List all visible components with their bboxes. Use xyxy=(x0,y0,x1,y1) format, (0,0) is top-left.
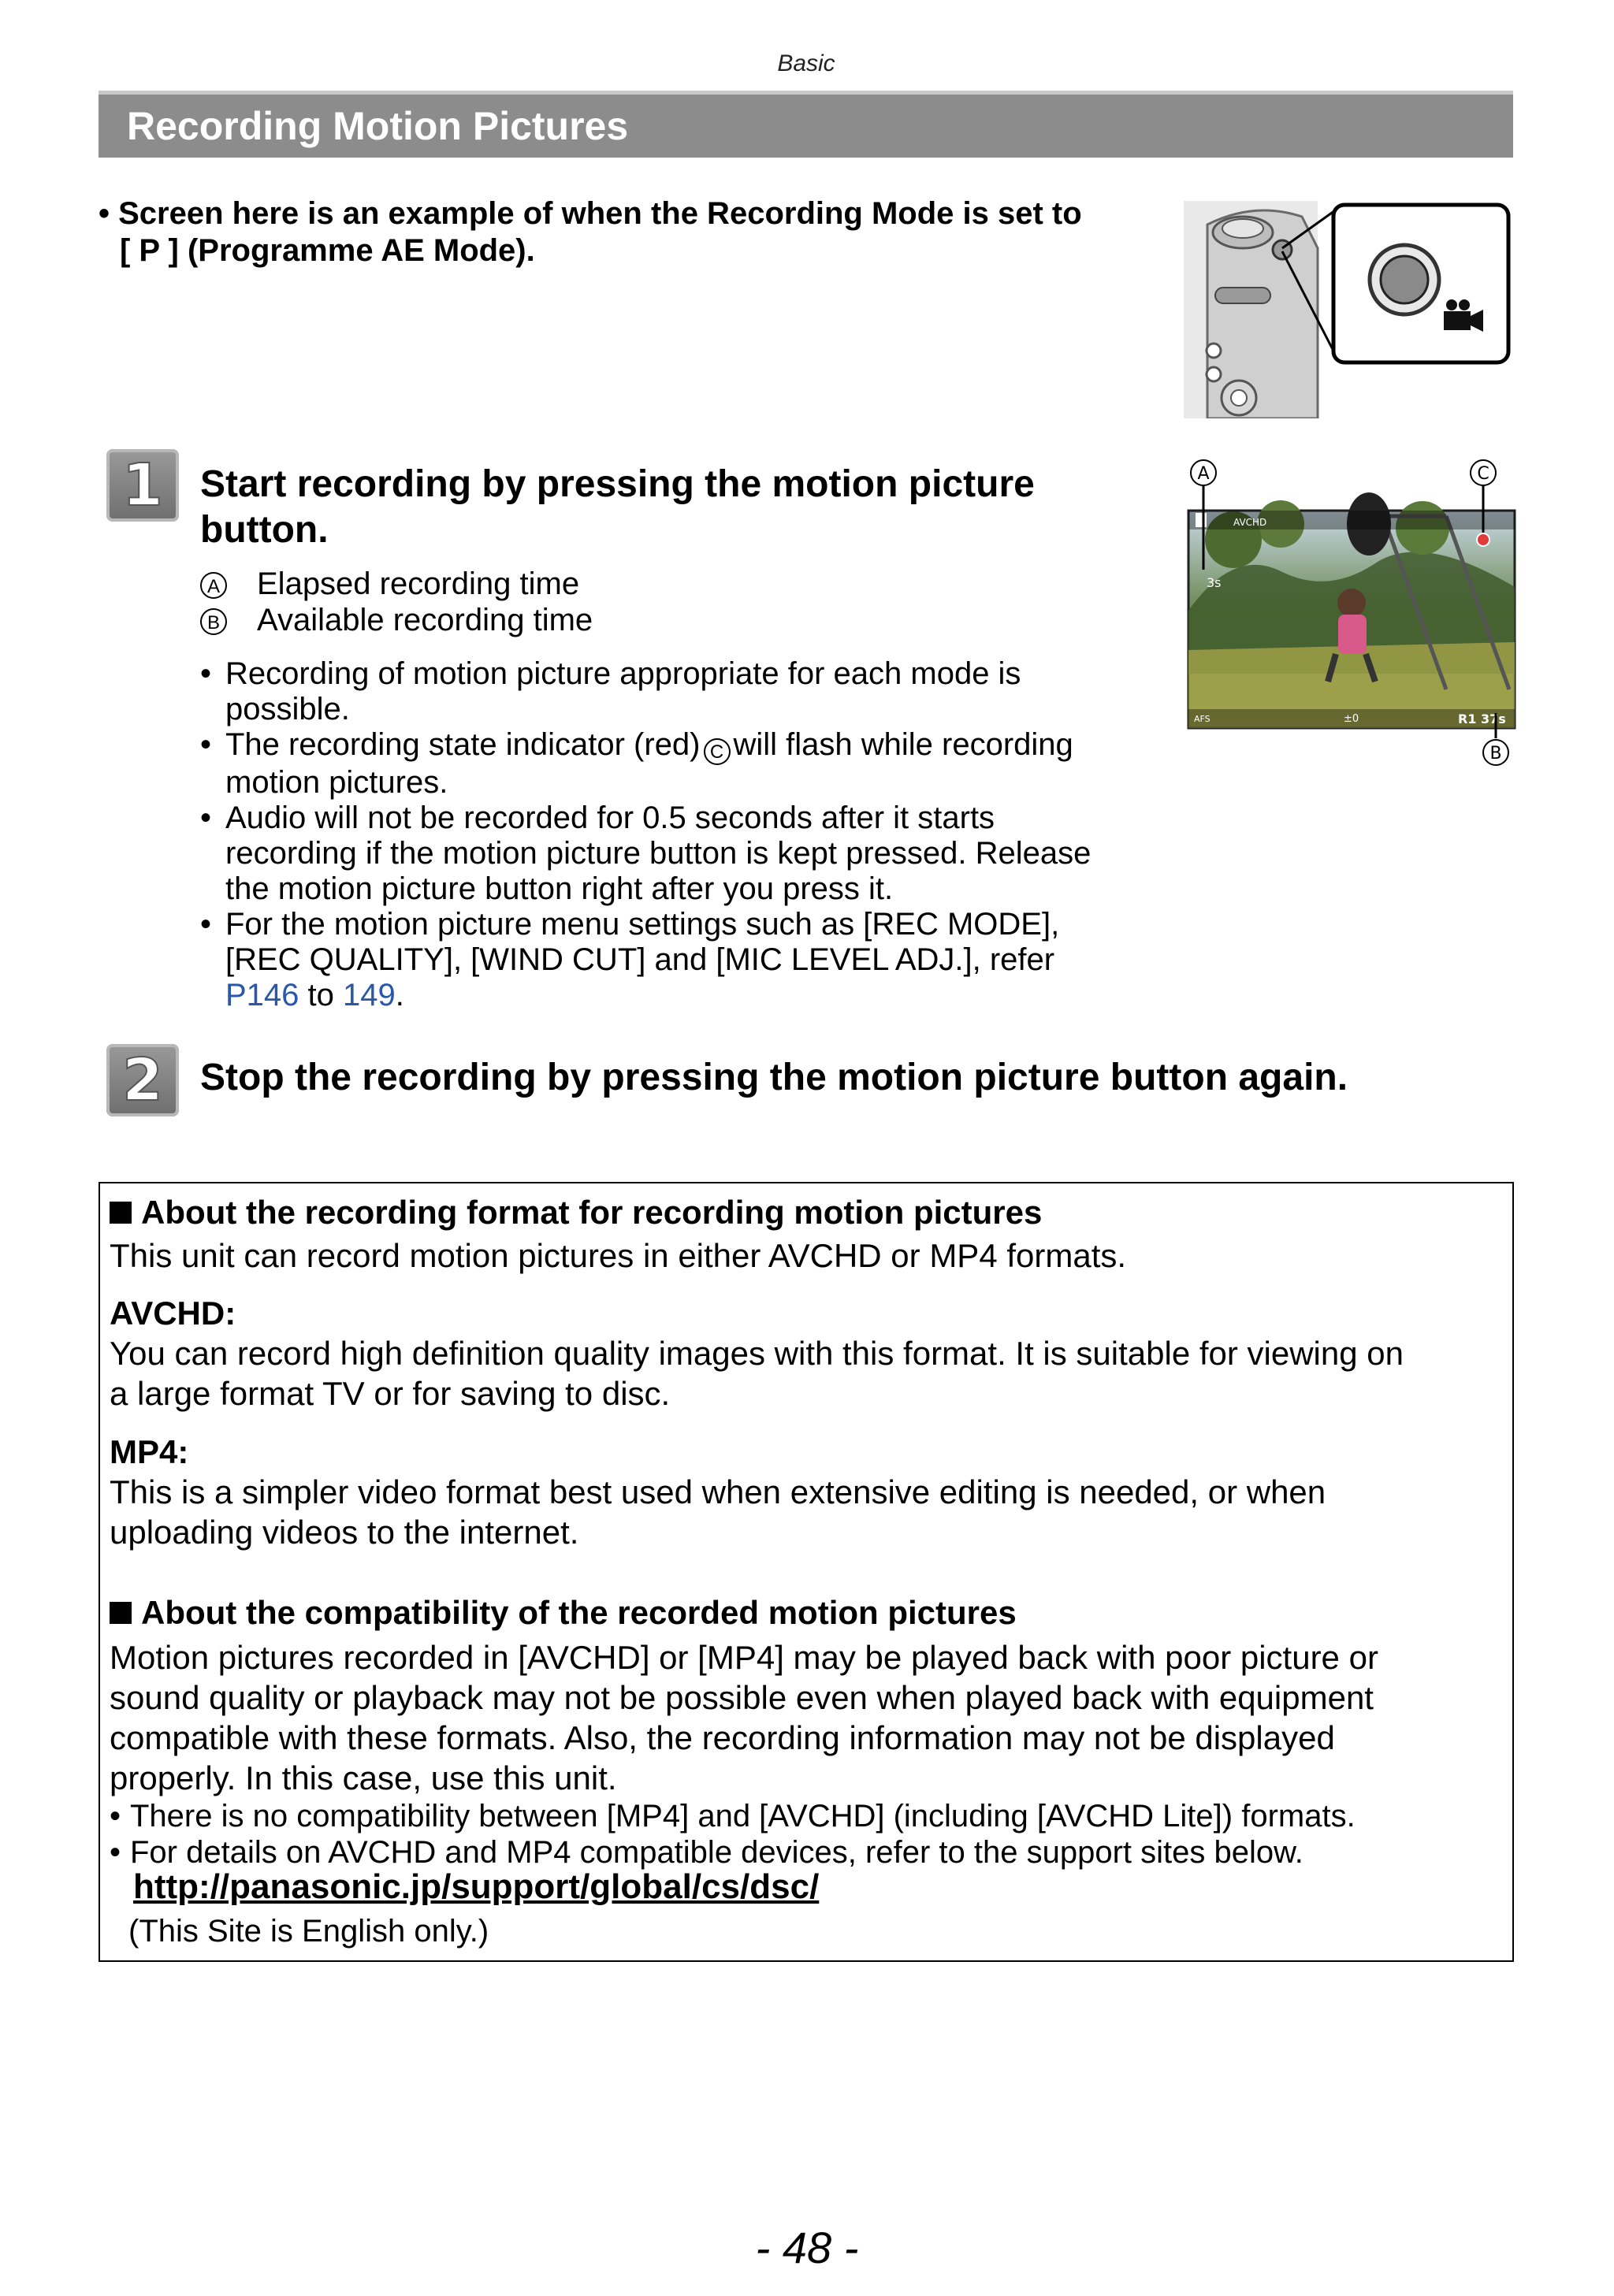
avchd-line1: You can record high definition quality images with this format. It is suitable for viewing on xyxy=(110,1335,1404,1372)
box-heading-compat-text: About the compatibility of the recorded motion pictures xyxy=(141,1594,1017,1631)
mp4-text xyxy=(110,1472,1326,1552)
step-2-title: Stop the recording by pressing the motion picture button again. xyxy=(200,1057,1348,1098)
square-bullet-icon xyxy=(110,1602,132,1624)
note-3-line3: the motion picture button right after you press it. xyxy=(225,871,894,906)
step-2-badge xyxy=(106,1044,179,1116)
page-title: Recording Motion Pictures xyxy=(127,104,629,148)
lcd-elapsed: 3s xyxy=(1207,575,1222,590)
legend-b-text: Available recording time xyxy=(257,603,593,637)
legend-row-a xyxy=(200,566,579,602)
support-site-link[interactable]: http://panasonic.jp/support/global/cs/dsc/ xyxy=(133,1867,820,1906)
lcd-ev: ±0 xyxy=(1344,713,1359,725)
compat-bullets xyxy=(110,1798,1356,1871)
note-2-pre: The recording state indicator (red) xyxy=(225,727,701,762)
box-heading-compat xyxy=(110,1593,1017,1633)
note-4-end: . xyxy=(395,978,404,1012)
note-4-line2: [REC QUALITY], [WIND CUT] and [MIC LEVEL ADJ.], refer xyxy=(225,942,1055,977)
box-format-text: This unit can record motion pictures in either AVCHD or MP4 formats. xyxy=(110,1237,1127,1274)
compat-line4: properly. In this case, use this unit. xyxy=(110,1759,617,1796)
marker-a-icon: A xyxy=(200,572,227,599)
step-1-badge xyxy=(106,449,179,522)
note-2 xyxy=(200,727,1177,801)
compat-bullet-2: • For details on AVCHD and MP4 compatible devices, refer to the support sites below. xyxy=(110,1834,1356,1871)
intro-note-line1 xyxy=(99,195,1082,232)
marker-b-icon: B xyxy=(200,608,227,635)
note-3 xyxy=(200,801,1177,907)
page-link-149[interactable]: 149 xyxy=(343,978,396,1012)
support-site-note: (This Site is English only.) xyxy=(128,1914,489,1949)
note-2-line2: motion pictures. xyxy=(225,765,448,800)
step-1-number: 1 xyxy=(122,451,163,519)
note-4-line1: • For the motion picture menu settings such as [REC MODE], xyxy=(225,907,1060,942)
step-1-title-line1: Start recording by pressing the motion picture xyxy=(200,463,1035,505)
note-2-post: will flash while recording xyxy=(733,727,1073,762)
note-3-line1: • Audio will not be recorded for 0.5 seconds after it starts xyxy=(225,801,995,835)
marker-c-icon: C xyxy=(704,738,731,765)
note-1-line2: possible. xyxy=(225,692,350,726)
title-bar xyxy=(99,91,1513,158)
lcd-remaining: R1 37s xyxy=(1458,711,1506,726)
lcd-label-c: C xyxy=(1477,464,1489,484)
note-4-mid: to xyxy=(299,978,344,1012)
note-4-line3 xyxy=(225,978,1177,1013)
camera-illustration xyxy=(1184,201,1515,418)
compat-line3: compatible with these formats. Also, the recording information may not be displayed xyxy=(110,1719,1335,1756)
step-2-number: 2 xyxy=(122,1046,163,1114)
mp4-line1: This is a simpler video format best used when extensive editing is needed, or when xyxy=(110,1473,1326,1510)
compat-bullet-1: • There is no compatibility between [MP4] and [AVCHD] (including [AVCHD Lite]) formats. xyxy=(110,1798,1356,1834)
lcd-af: AFS xyxy=(1194,714,1210,724)
legend-a-text: Elapsed recording time xyxy=(257,567,580,601)
step-1-title-line2: button. xyxy=(200,509,329,551)
mp4-line2: uploading videos to the internet. xyxy=(110,1514,579,1551)
note-3-line2: recording if the motion picture button is kept pressed. Release xyxy=(225,836,1091,871)
note-2-line1 xyxy=(225,727,1177,765)
step-1-notes xyxy=(200,656,1177,1013)
section-header: Basic xyxy=(777,50,835,76)
avchd-line2: a large format TV or for saving to disc. xyxy=(110,1375,671,1412)
box-heading-format-text: About the recording format for recording motion pictures xyxy=(141,1194,1043,1231)
page-number: - 48 - xyxy=(755,2223,859,2272)
mp4-label: MP4: xyxy=(110,1433,189,1470)
note-1 xyxy=(200,656,1177,727)
compat-line1: Motion pictures recorded in [AVCHD] or [MP4] may be played back with poor picture or xyxy=(110,1639,1378,1676)
lcd-format: AVCHD xyxy=(1233,517,1267,528)
compat-line2: sound quality or playback may not be possible even when played back with equipment xyxy=(110,1679,1374,1716)
square-bullet-icon xyxy=(110,1202,132,1224)
lcd-label-a: A xyxy=(1197,464,1210,484)
intro-note-line2: [ P ] (Programme AE Mode). xyxy=(120,233,535,268)
lcd-screen-illustration xyxy=(1186,453,1517,780)
legend-row-b xyxy=(200,602,593,638)
avchd-label: AVCHD: xyxy=(110,1295,236,1332)
note-1-line1: • Recording of motion picture appropriate for each mode is xyxy=(225,656,1021,691)
lcd-label-b: B xyxy=(1489,744,1502,763)
page-link-p146[interactable]: P146 xyxy=(225,978,299,1012)
intro-note-text1: Screen here is an example of when the Recording Mode is set to xyxy=(118,196,1082,231)
info-box xyxy=(99,1182,1514,1962)
avchd-text xyxy=(110,1333,1404,1414)
compat-text xyxy=(110,1637,1378,1798)
note-4 xyxy=(200,907,1177,1013)
bullet-dot: • xyxy=(99,196,119,231)
box-heading-format xyxy=(110,1193,1042,1232)
step-1-title xyxy=(200,462,1035,553)
